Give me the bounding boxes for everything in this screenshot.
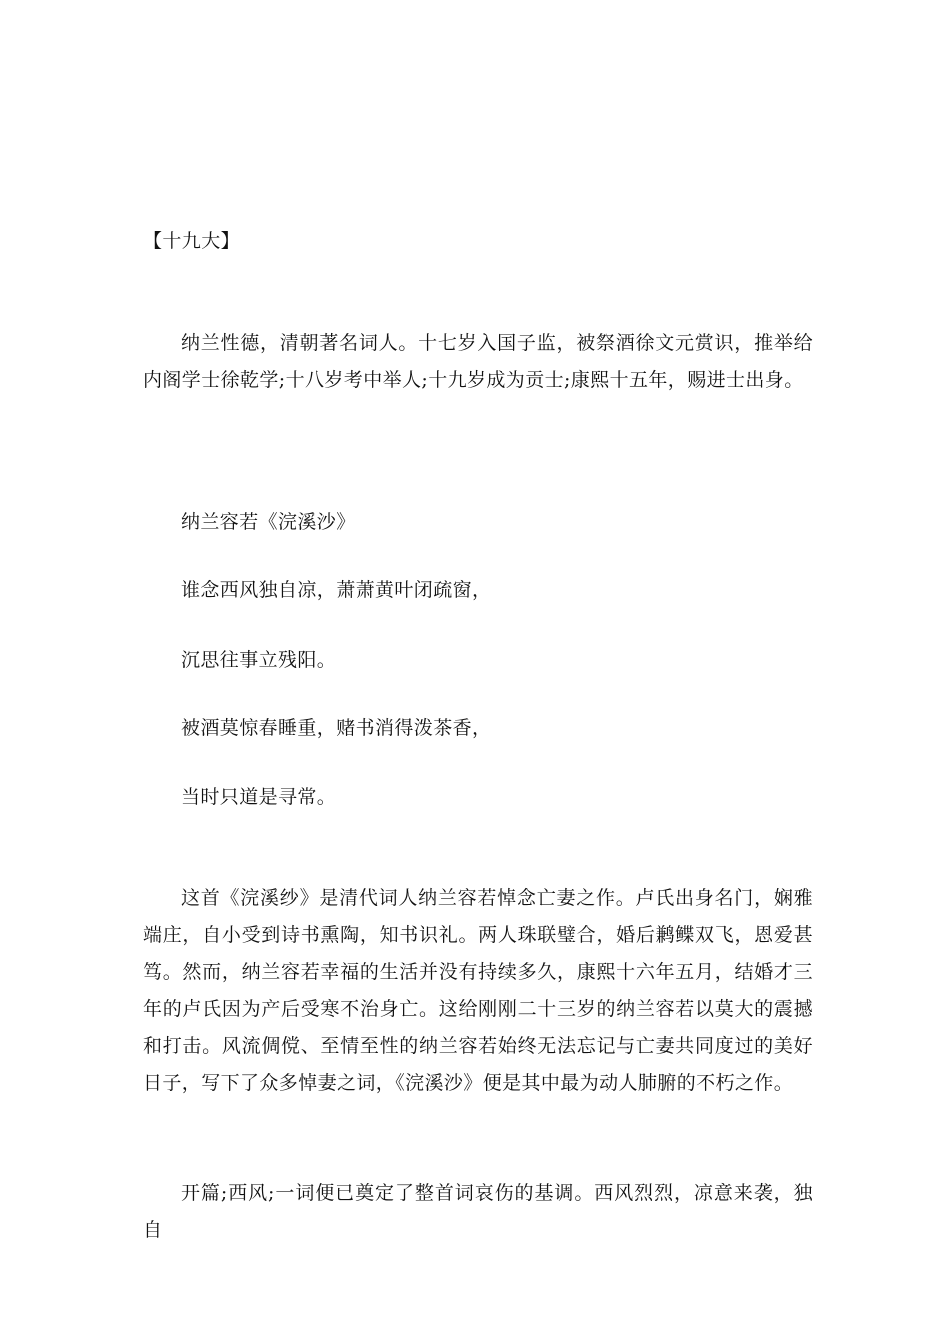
poem-line-2: 沉思往事立残阳。 xyxy=(181,649,337,671)
poem-line-1: 谁念西风独自凉，萧萧黄叶闭疏窗， xyxy=(181,579,492,601)
poem-line-3: 被酒莫惊春睡重，赌书消得泼茶香， xyxy=(181,717,492,739)
section-heading: 【十九大】 xyxy=(143,230,241,252)
poem-title: 纳兰容若《浣溪沙》 xyxy=(181,511,356,533)
analysis-paragraph: 这首《浣溪纱》是清代词人纳兰容若悼念亡妻之作。卢氏出身名门，娴雅端庄，自小受到诗书熏陶，知书识礼。两人珠联璧合，婚后鹣鲽双飞，恩爱甚笃。然而，纳兰容若幸福的生活并没有持续多久，康熙十六年五月，结婚才三年的卢氏因为产后受寒不治身亡。这给刚刚二十三岁的纳兰容若以莫大的震撼和打击。风流倜傥、至情至性的纳兰容若始终无法忘记与亡妻共同度过的美好日子，写下了众多悼妻之词，《浣溪沙》便是其中最为动人肺腑的不朽之作。 xyxy=(143,887,813,1094)
closing-paragraph: 开篇;西风;一词便已奠定了整首词哀伤的基调。西风烈烈，凉意来袭，独自 xyxy=(143,1182,813,1241)
intro-paragraph: 纳兰性德，清朝著名词人。十七岁入国子监，被祭酒徐文元赏识，推举给内阁学士徐乾学;十八岁考中举人;十九岁成为贡士;康熙十五年，赐进士出身。 xyxy=(143,332,813,391)
poem-line-4: 当时只道是寻常。 xyxy=(181,786,337,808)
